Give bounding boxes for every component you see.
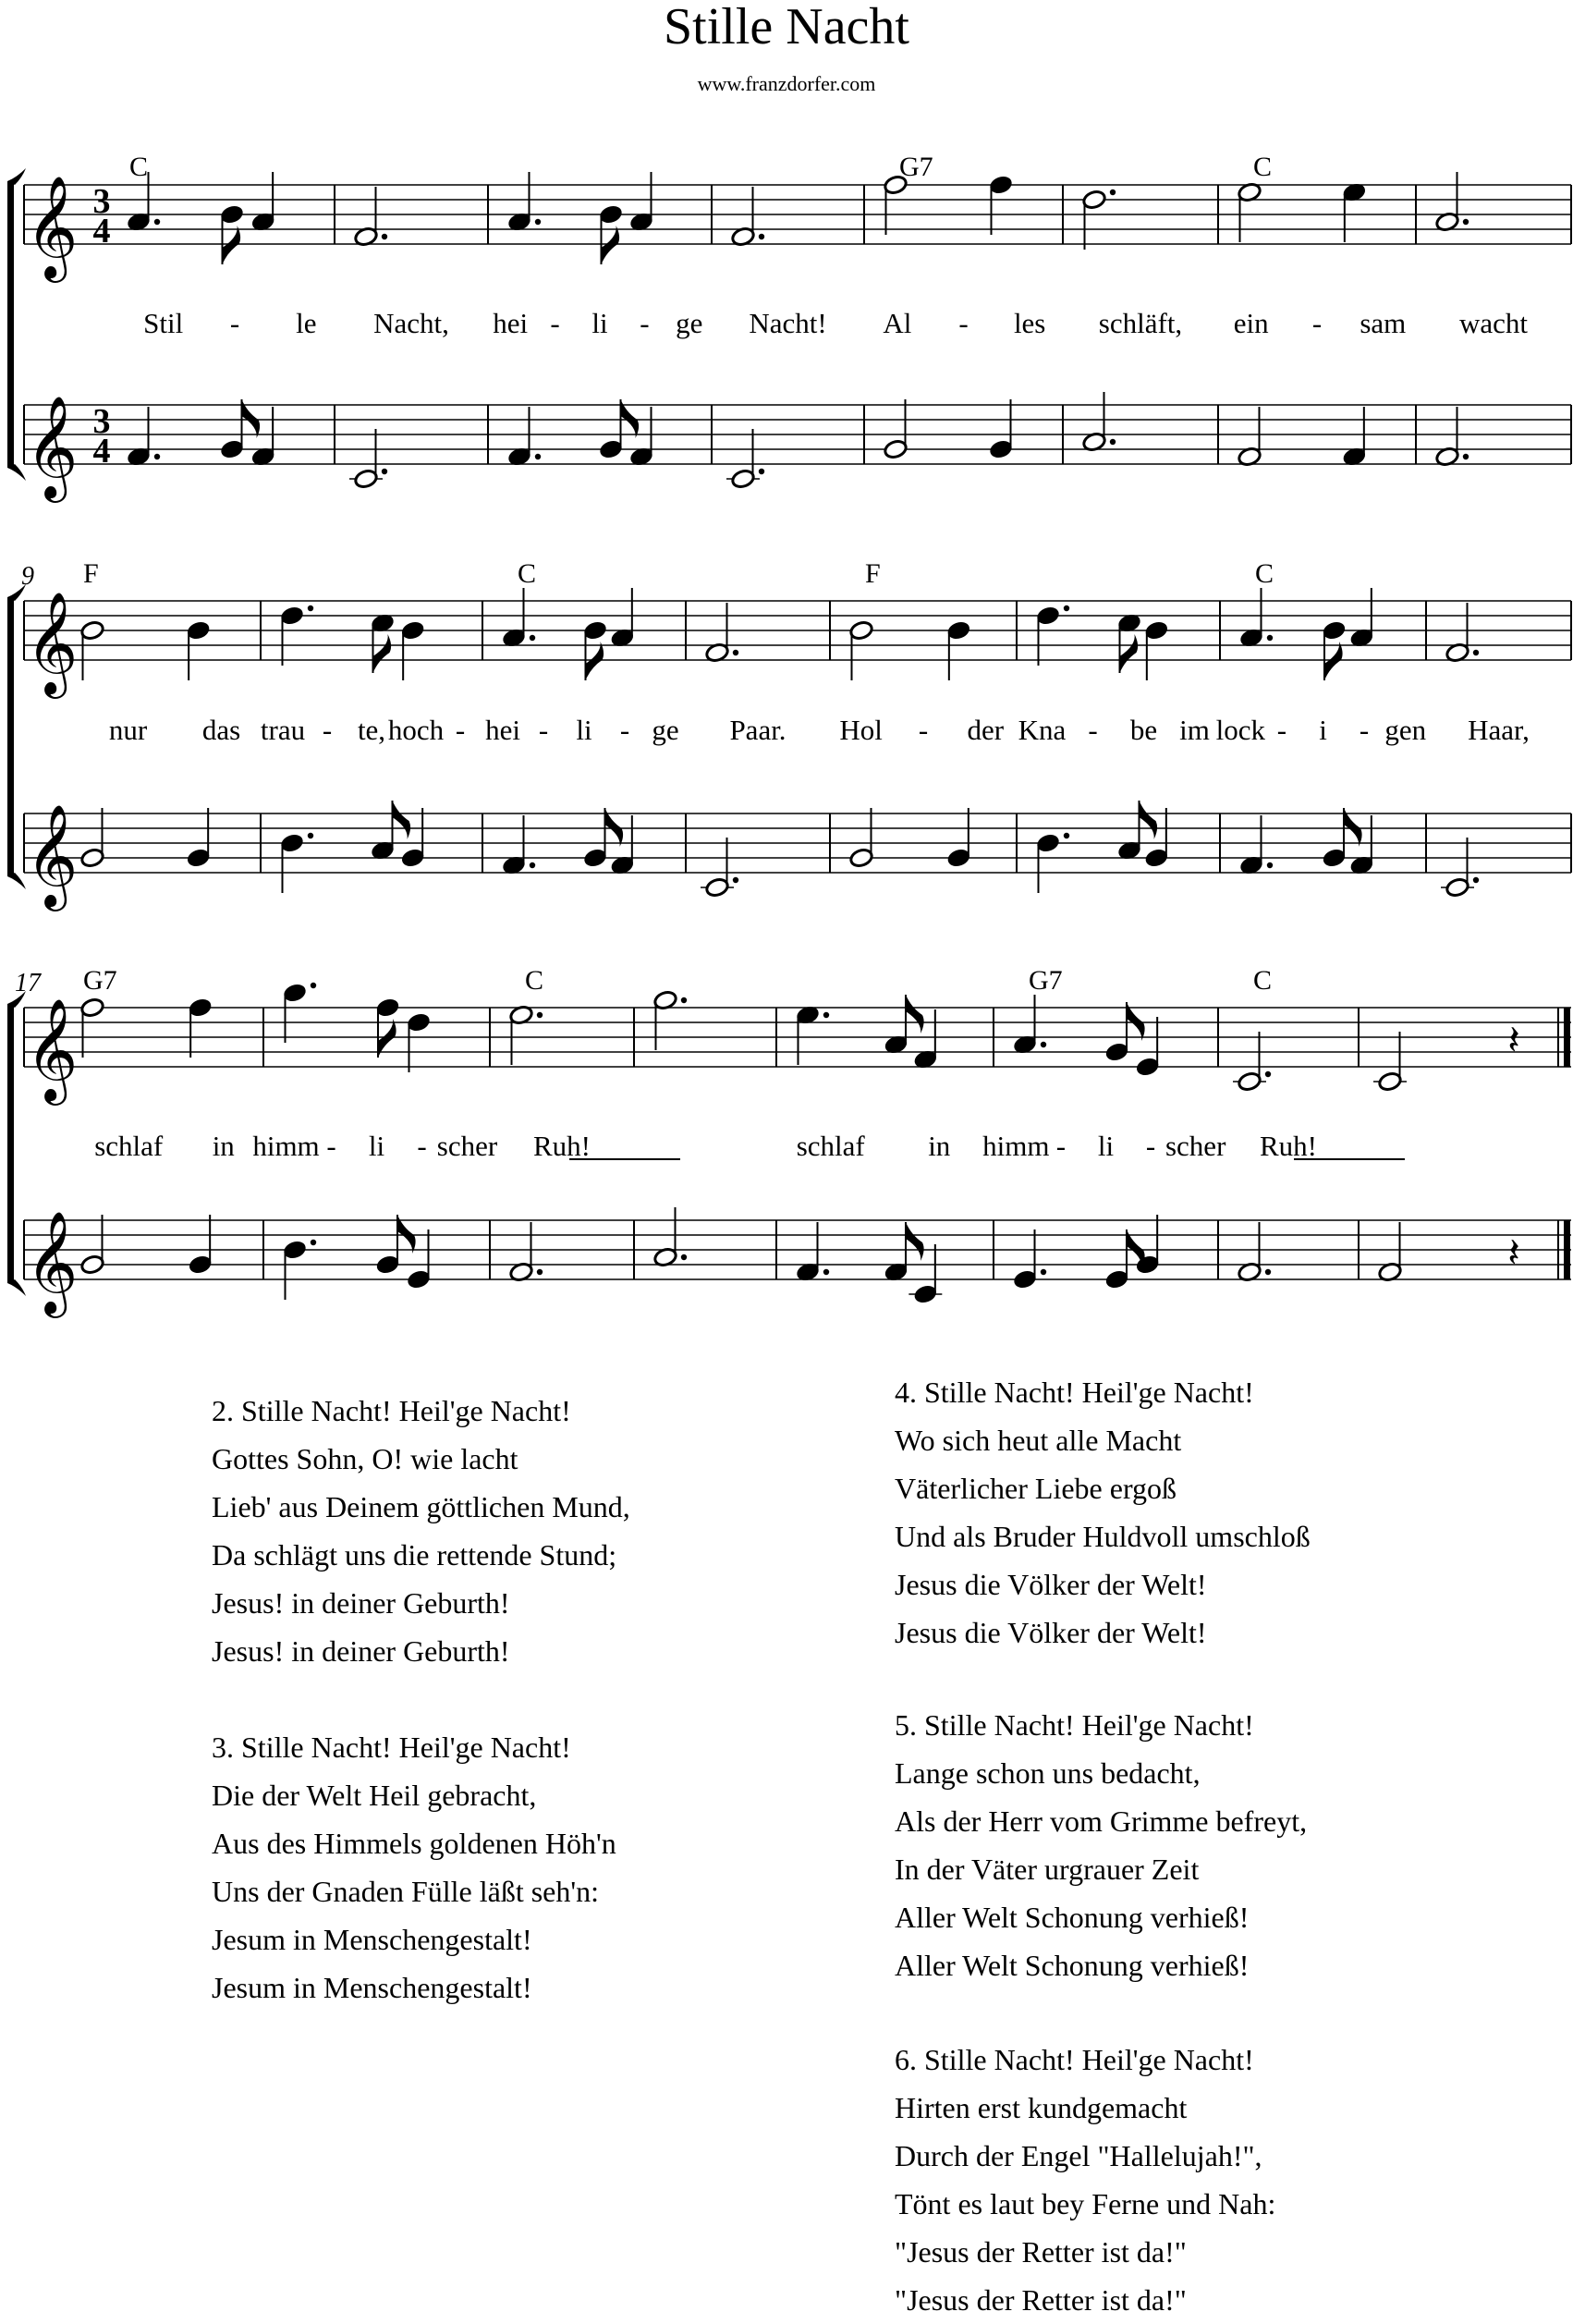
verse-line: Jesus! in deiner Geburth! <box>212 1586 510 1620</box>
chord-symbol: C <box>525 965 544 996</box>
system-bracket <box>7 181 14 468</box>
verse-line: Gottes Sohn, O! wie lacht <box>212 1442 518 1475</box>
lyric-syllable: Hol <box>839 714 883 746</box>
measure-number: 17 <box>15 969 41 997</box>
verse-line: Jesum in Menschengestalt! <box>212 1971 532 2004</box>
note-dot <box>823 1012 829 1018</box>
note-head <box>219 204 244 226</box>
lyric-syllable: le <box>296 307 317 339</box>
lyric-syllable: Nacht, <box>373 307 449 339</box>
note-dot <box>681 1254 687 1260</box>
treble-clef-icon: 𝄞 <box>25 175 79 278</box>
verse-line: Jesus die Völker der Welt! <box>895 1568 1207 1601</box>
verse-line: Aus des Himmels goldenen Höh'n <box>212 1827 616 1860</box>
lyric-hyphen: - <box>1311 307 1323 339</box>
lyric-syllable: gen <box>1384 714 1427 746</box>
lyric-syllable: te, <box>357 714 386 746</box>
note-head <box>406 1269 431 1290</box>
lyric-hyphen: - <box>229 307 240 339</box>
note-head <box>704 877 729 899</box>
note-head <box>1322 848 1347 869</box>
verse-line: Jesum in Menschengestalt! <box>212 1923 532 1956</box>
lyric-hyphen: - <box>918 714 929 746</box>
lyric-syllable: himm <box>252 1130 320 1162</box>
treble-clef-icon: 𝄞 <box>25 591 79 694</box>
verse-line: "Jesus der Retter ist da!" <box>895 2283 1187 2317</box>
lyric-hyphen: - <box>1276 714 1287 746</box>
note-dot <box>759 234 764 239</box>
verse-4 <box>895 1368 1311 1657</box>
note-flag <box>223 226 241 264</box>
lyric-hyphen: - <box>550 307 560 339</box>
lyric-hyphen: - <box>640 307 650 339</box>
note-head <box>353 469 378 490</box>
lyric-hyphen: - <box>538 714 549 746</box>
lyric-syllable: Ruh! <box>1260 1130 1317 1162</box>
verse-line: 5. Stille Nacht! Heil'ge Nacht! <box>895 1708 1254 1742</box>
note-head <box>1081 190 1106 211</box>
note-dot <box>1064 833 1069 838</box>
note-head <box>1144 848 1169 869</box>
verse-line: Uns der Gnaden Fülle läßt seh'n: <box>212 1875 600 1908</box>
time-signature-upper: 3 <box>92 182 111 221</box>
lyric-syllable: hei <box>493 307 529 339</box>
time-signature-lower: 4 <box>92 432 111 471</box>
note-flag <box>393 801 411 839</box>
note-flag <box>602 226 620 264</box>
note-head <box>400 848 425 869</box>
time-signature-upper: 3 <box>92 402 111 441</box>
note-flag <box>1120 634 1139 673</box>
note-dot <box>1064 605 1069 611</box>
note-head <box>730 469 755 490</box>
treble-clef-icon: 𝄞 <box>25 803 79 907</box>
lyric-hyphen: - <box>322 714 333 746</box>
system-bracket <box>7 597 14 876</box>
note-dot <box>1041 1042 1046 1047</box>
note-head <box>375 997 400 1019</box>
note-dot <box>1265 1269 1271 1275</box>
note-flag <box>586 642 604 680</box>
system-bracket <box>7 1004 14 1283</box>
note-head <box>1104 1269 1129 1290</box>
verse-5 <box>895 1701 1307 1989</box>
lyric-syllable: i <box>1319 714 1327 746</box>
note-dot <box>537 1269 543 1275</box>
lyric-syllable: scher <box>436 1130 498 1162</box>
lyric-syllable: hoch <box>387 714 445 746</box>
note-head <box>582 848 607 869</box>
verse-line: Jesus die Völker der Welt! <box>895 1616 1207 1649</box>
system-bracket-top <box>7 168 26 185</box>
note-dot <box>1041 1269 1046 1275</box>
note-head <box>988 175 1013 196</box>
verse-line: Aller Welt Schonung verhieß! <box>895 1901 1250 1934</box>
note-dot <box>535 454 541 459</box>
note-head <box>946 848 971 869</box>
note-dot <box>154 454 160 459</box>
verse-line: Durch der Engel "Hallelujah!", <box>895 2139 1262 2172</box>
lyric-syllable: Paar. <box>729 714 786 746</box>
note-dot <box>311 983 316 988</box>
chord-symbol: C <box>518 558 537 589</box>
lyric-syllable: schläft, <box>1098 307 1183 339</box>
treble-clef-icon: 𝄞 <box>25 395 79 498</box>
note-dot <box>311 1240 316 1245</box>
verse-line: "Jesus der Retter ist da!" <box>895 2235 1187 2269</box>
note-flag <box>906 1222 924 1261</box>
lyric-hyphen: - <box>1359 714 1370 746</box>
note-head <box>400 620 425 642</box>
note-dot <box>1473 877 1479 883</box>
note-head <box>598 204 623 226</box>
verse-line: Jesus! in deiner Geburth! <box>212 1634 510 1668</box>
lyric-syllable: li <box>368 1130 385 1162</box>
verse-line: Väterlicher Liebe ergoß <box>895 1472 1177 1505</box>
lyric-syllable: nur <box>108 714 148 746</box>
verse-line: Da schlägt uns die rettende Stund; <box>212 1538 617 1572</box>
note-head <box>848 848 873 869</box>
note-dot <box>530 635 535 641</box>
lyric-hyphen: - <box>619 714 630 746</box>
verse-2 <box>212 1387 630 1675</box>
lyric-hyphen: - <box>1088 714 1098 746</box>
final-barline <box>1564 1008 1570 1067</box>
note-flag <box>373 634 392 673</box>
lyric-syllable: der <box>967 714 1005 746</box>
lyric-hyphen: - <box>1055 1130 1067 1162</box>
note-head <box>1035 605 1060 627</box>
note-head <box>186 848 211 869</box>
lyric-syllable: in <box>928 1130 951 1162</box>
lyric-syllable: li <box>576 714 592 746</box>
website-url: www.franzdorfer.com <box>697 72 876 95</box>
note-head <box>186 620 211 642</box>
note-head <box>279 833 304 854</box>
note-dot <box>382 234 387 239</box>
system-bracket-bottom <box>7 1279 26 1296</box>
note-head <box>79 848 104 869</box>
note-head <box>582 620 607 642</box>
note-head <box>188 997 213 1019</box>
lyric-syllable: in <box>212 1130 235 1162</box>
lyric-syllable: schlaf <box>94 1130 164 1162</box>
lyric-hyphen: - <box>1145 1130 1156 1162</box>
lyric-syllable: schlaf <box>796 1130 865 1162</box>
chord-symbol: G7 <box>83 965 117 996</box>
verse-line: Hirten erst kundgemacht <box>895 2091 1188 2124</box>
verse-line: Und als Bruder Huldvoll umschloß <box>895 1520 1311 1553</box>
note-head <box>188 1254 213 1276</box>
chord-symbol: C <box>1253 152 1273 182</box>
chord-symbol: F <box>865 558 881 589</box>
note-dot <box>733 877 738 883</box>
note-dot <box>1473 650 1479 655</box>
verse-line: 2. Stille Nacht! Heil'ge Nacht! <box>212 1394 571 1427</box>
lyric-syllable: trau <box>260 714 306 746</box>
verse-6 <box>895 2036 1275 2324</box>
lyric-hyphen: - <box>417 1130 427 1162</box>
note-head <box>1012 1269 1037 1290</box>
verse-line: Lieb' aus Deinem göttlichen Mund, <box>212 1490 630 1523</box>
note-dot <box>535 219 541 225</box>
note-dot <box>154 219 160 225</box>
time-signature-lower: 4 <box>92 212 111 251</box>
note-head <box>946 620 971 642</box>
note-head <box>1237 1071 1262 1093</box>
note-head <box>406 1012 431 1034</box>
lyric-syllable: sam <box>1360 307 1407 339</box>
note-head <box>1035 833 1060 854</box>
note-flag <box>1324 642 1343 680</box>
verse-line: 6. Stille Nacht! Heil'ge Nacht! <box>895 2043 1254 2076</box>
note-dot <box>308 833 313 838</box>
lyric-syllable: Nacht! <box>749 307 827 339</box>
lyric-syllable: im <box>1179 714 1210 746</box>
note-flag <box>906 995 924 1034</box>
note-head <box>279 605 304 627</box>
lyric-syllable: Kna <box>1018 714 1067 746</box>
note-dot <box>1110 439 1116 445</box>
lyric-syllable: li <box>591 307 608 339</box>
note-dot <box>733 650 738 655</box>
note-head <box>1104 1042 1129 1063</box>
note-head <box>282 983 307 1004</box>
lyric-syllable: wacht <box>1458 307 1529 339</box>
note-dot <box>1267 635 1273 641</box>
note-head <box>1322 620 1347 642</box>
verse-line: Die der Welt Heil gebracht, <box>212 1779 537 1812</box>
rest-icon: 𝄽 <box>1507 1017 1520 1064</box>
note-head <box>598 439 623 460</box>
lyric-syllable: les <box>1013 307 1046 339</box>
note-dot <box>1463 219 1469 225</box>
note-head <box>1377 1071 1402 1093</box>
note-head <box>79 620 104 642</box>
note-flag <box>1140 801 1158 839</box>
note-head <box>848 620 873 642</box>
treble-clef-icon: 𝄞 <box>25 997 79 1101</box>
note-head <box>883 439 908 460</box>
chord-symbol: C <box>1253 965 1273 996</box>
chord-symbol: F <box>83 558 99 589</box>
note-dot <box>1463 454 1469 459</box>
chord-symbol: C <box>129 152 149 182</box>
verse-line: Als der Herr vom Grimme befreyt, <box>895 1804 1308 1838</box>
note-head <box>79 997 104 1019</box>
note-head <box>913 1284 938 1305</box>
lyric-syllable: das <box>201 714 241 746</box>
note-dot <box>1265 1071 1271 1077</box>
chord-symbol: G7 <box>1029 965 1063 996</box>
note-dot <box>530 862 535 868</box>
note-head <box>79 1254 104 1276</box>
system-bracket-bottom <box>7 464 26 481</box>
rest-icon: 𝄽 <box>1507 1229 1520 1277</box>
note-head <box>988 439 1013 460</box>
final-barline <box>1564 1220 1570 1279</box>
lyric-hyphen: - <box>326 1130 336 1162</box>
note-head <box>219 439 244 460</box>
lyric-syllable: ein <box>1233 307 1269 339</box>
measure-number: 9 <box>21 562 34 591</box>
lyric-hyphen: - <box>958 307 969 339</box>
note-dot <box>382 469 387 474</box>
system-bracket-bottom <box>7 873 26 889</box>
note-dot <box>759 469 764 474</box>
lyric-syllable: hei <box>485 714 520 746</box>
chord-symbol: C <box>1255 558 1274 589</box>
note-dot <box>823 1269 829 1275</box>
note-dot <box>1267 862 1273 868</box>
lyric-syllable: Stil <box>143 307 184 339</box>
verse-line: 3. Stille Nacht! Heil'ge Nacht! <box>212 1731 571 1764</box>
note-dot <box>1110 190 1116 195</box>
lyric-syllable: Haar, <box>1468 714 1530 746</box>
lyric-syllable: li <box>1097 1130 1115 1162</box>
verse-line: 4. Stille Nacht! Heil'ge Nacht! <box>895 1376 1254 1409</box>
verse-line: Lange schon uns bedacht, <box>895 1756 1201 1790</box>
note-dot <box>681 997 687 1003</box>
chord-symbol: G7 <box>899 152 933 182</box>
verse-line: Tönt es laut bey Ferne und Nah: <box>895 2187 1276 2220</box>
note-head <box>282 1240 307 1261</box>
note-head <box>375 1254 400 1276</box>
verse-line: Wo sich heut alle Macht <box>895 1424 1182 1457</box>
verse-3 <box>212 1723 616 2012</box>
lyric-syllable: himm <box>982 1130 1050 1162</box>
note-dot <box>308 605 313 611</box>
note-dot <box>537 1012 543 1018</box>
note-head <box>1135 1057 1160 1078</box>
song-title: Stille Nacht <box>664 0 909 55</box>
lyric-syllable: be <box>1129 714 1158 746</box>
lyric-syllable: lock <box>1215 714 1265 746</box>
lyric-syllable: Al <box>883 307 912 339</box>
note-head <box>1445 877 1469 899</box>
verse-line: Aller Welt Schonung verhieß! <box>895 1949 1250 1982</box>
note-head <box>1144 620 1169 642</box>
lyric-syllable: ge <box>676 307 703 339</box>
lyric-syllable: ge <box>652 714 679 746</box>
treble-clef-icon: 𝄞 <box>25 1210 79 1314</box>
lyric-hyphen: - <box>455 714 466 746</box>
lyric-syllable: Ruh! <box>533 1130 591 1162</box>
lyric-syllable: scher <box>1165 1130 1226 1162</box>
verse-line: In der Väter urgrauer Zeit <box>895 1853 1200 1886</box>
